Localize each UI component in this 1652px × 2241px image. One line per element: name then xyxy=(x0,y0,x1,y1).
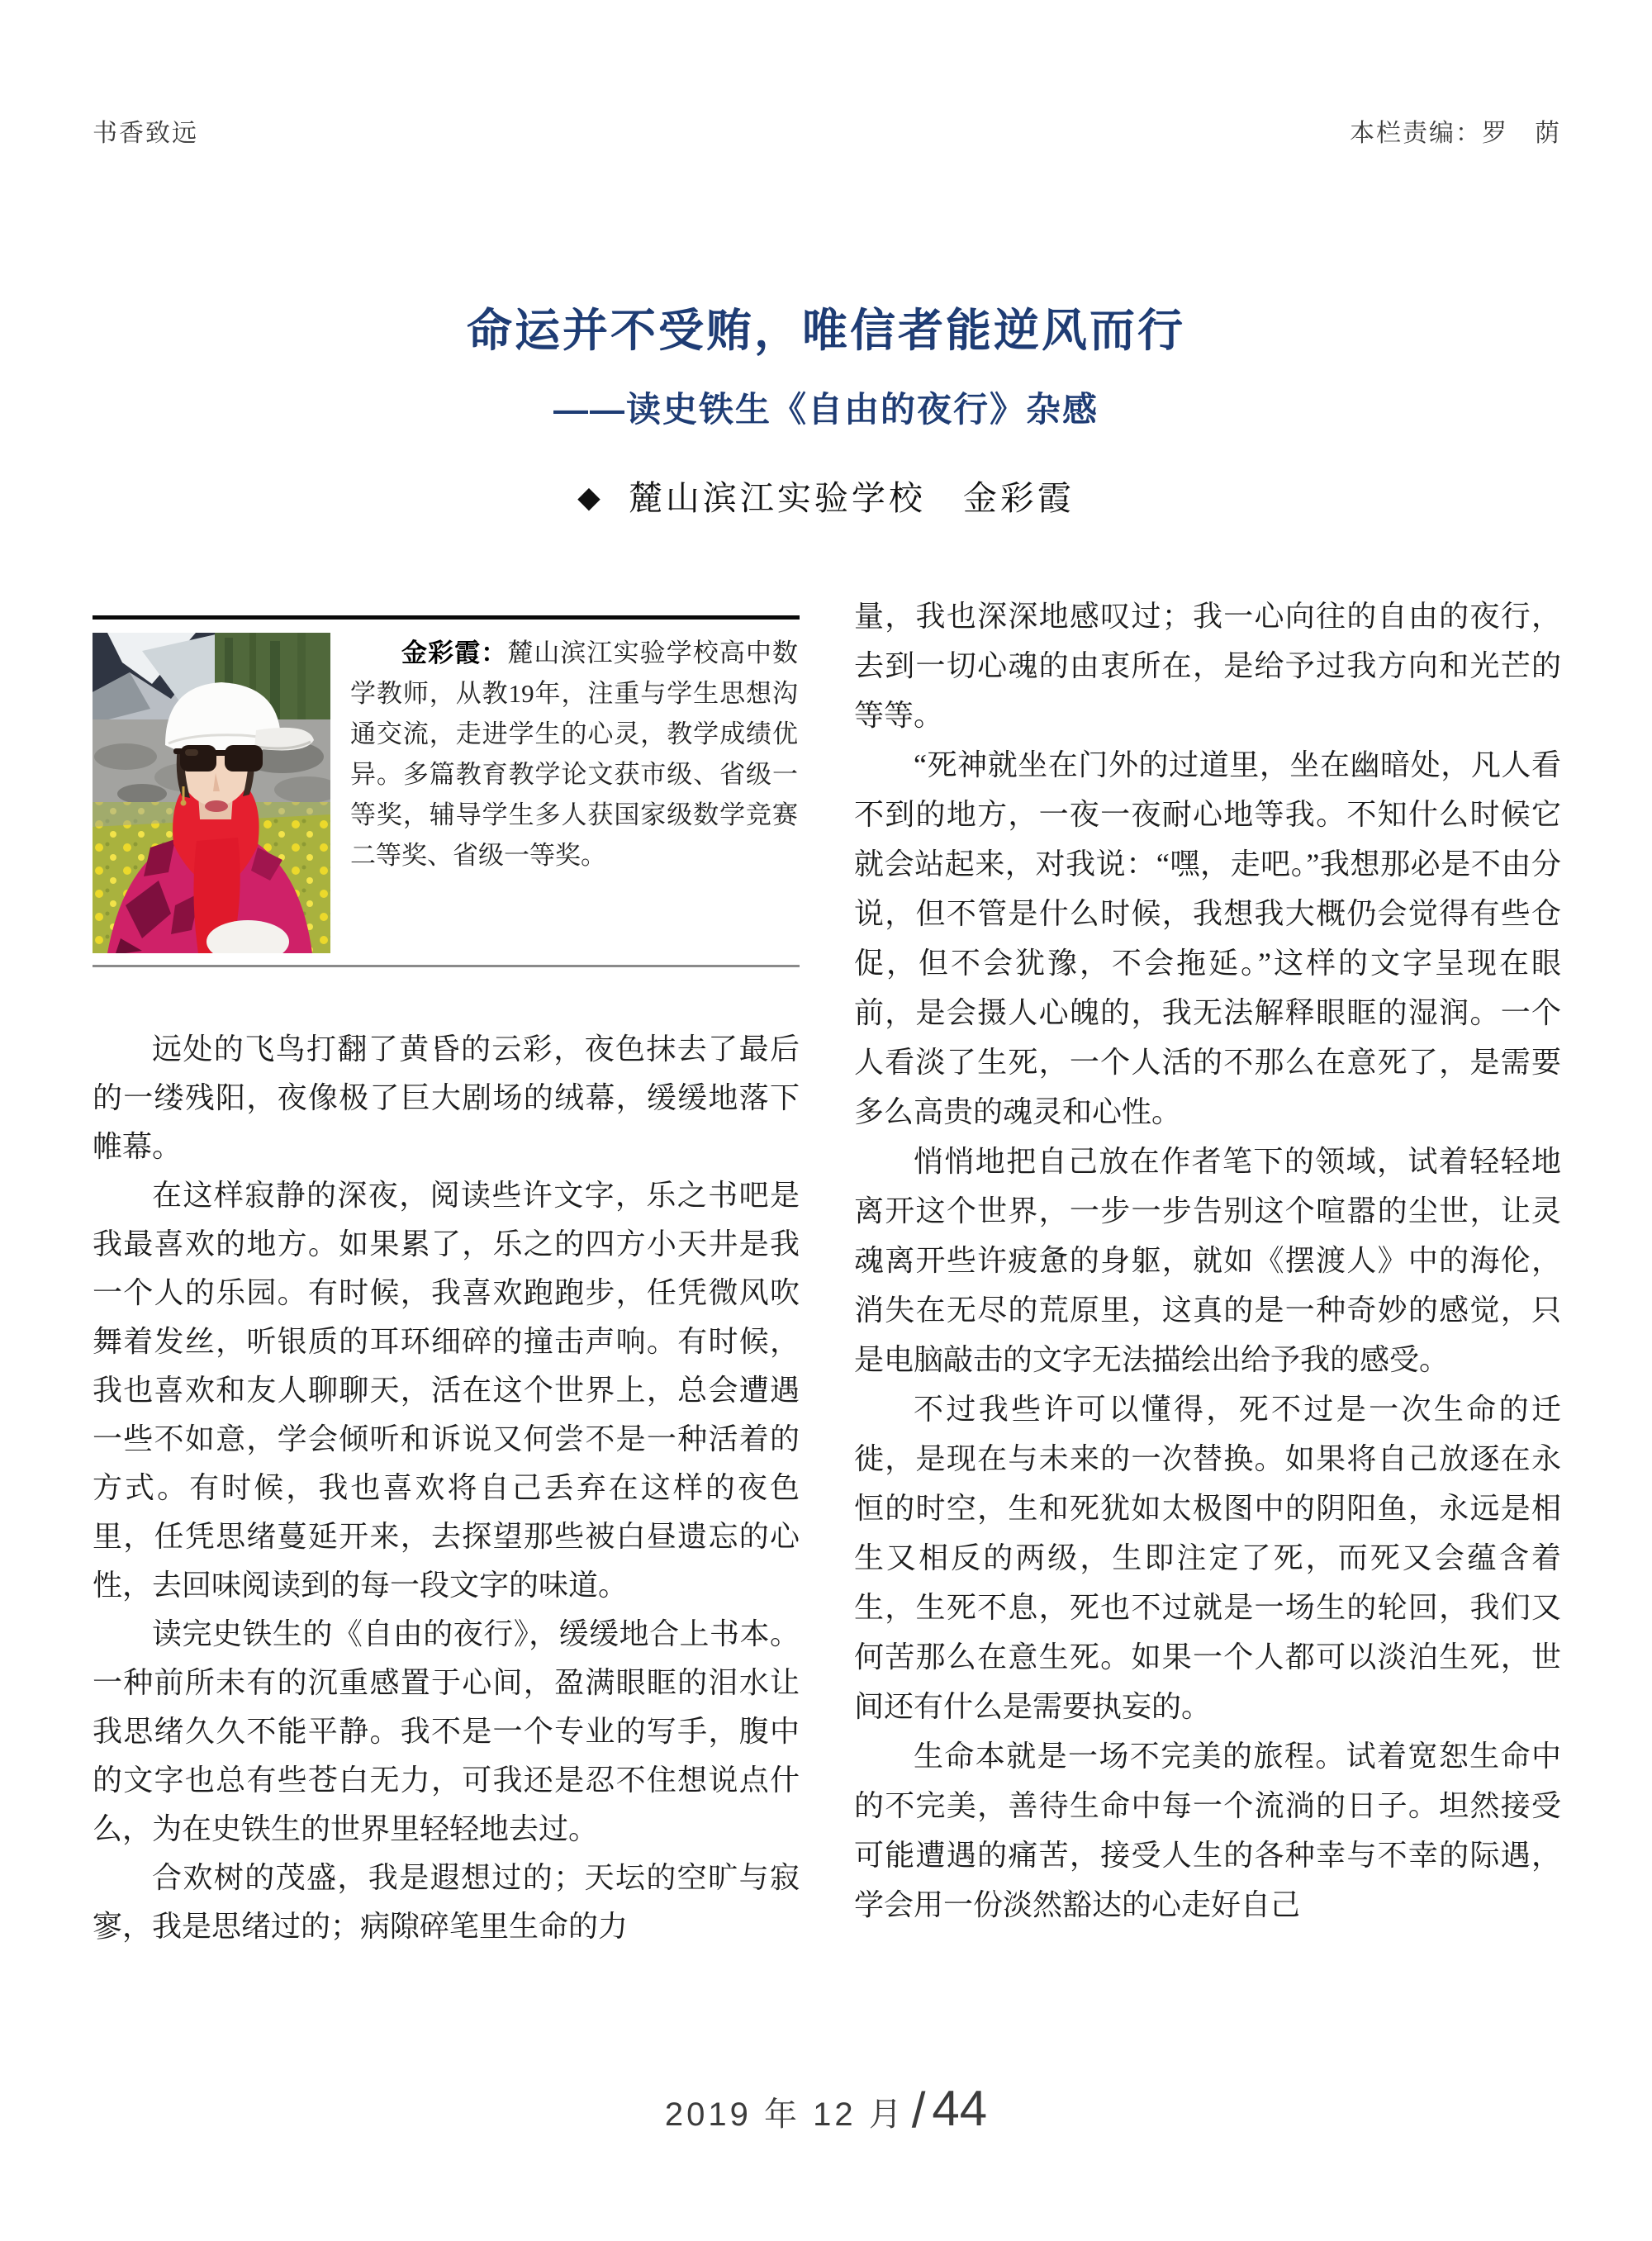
author-affiliation-name: 麓山滨江实验学校 金彩霞 xyxy=(628,479,1075,517)
article-title: 命运并不受贿，唯信者能逆风而行 xyxy=(466,305,1185,356)
paragraph-right-5: 生命本就是一场不完美的旅程。试着宽恕生命中的不完美，善待生命中每一个流淌的日子。坦然接受可能遭遇的痛苦，接受人生的各种幸与不幸的际遇，学会用一份淡然豁达的心走好自己 xyxy=(854,1740,1561,1921)
author-name: 金彩霞： xyxy=(401,639,508,667)
paragraph-right-4: 不过我些许可以懂得，死不过是一次生命的迁徙，是现在与未来的一次替换。如果将自己放逐在永恒的时空，生和死犹如太极图中的阴阳鱼，永远是相生又相反的两级，生即注定了死，而死又会蕴含着生，生死不息，死也不过就是一场生的轮回，我们又何苦那么在意生死。如果一个人都可以淡泊生死，世间还有什么是需要执妄的。 xyxy=(854,1393,1561,1723)
paragraph-right-3: 悄悄地把自己放在作者笔下的领域，试着轻轻地离开这个世界，一步一步告别这个喧嚣的尘世，让灵魂离开些许疲惫的身躯，就如《摆渡人》中的海伦，消失在无尽的荒原里，这真的是一种奇妙的感觉，只是电脑敲击的文字无法描绘出给予我的感受。 xyxy=(854,1145,1561,1376)
right-column xyxy=(854,591,1561,1930)
author-bio-text xyxy=(330,633,798,876)
author-photo xyxy=(93,633,330,953)
author-line xyxy=(0,471,1652,520)
page-header xyxy=(93,112,1561,149)
article-subtitle: ——读史铁生《自由的夜行》杂感 xyxy=(553,390,1099,429)
title-block xyxy=(0,294,1652,432)
page-footer xyxy=(0,2080,1652,2137)
paragraph-right-2: “死神就坐在门外的过道里，坐在幽暗处，凡人看不到的地方，一夜一夜耐心地等我。不知什么时候它就会站起来，对我说：“嘿，走吧。”我想那必是不由分说，但不管是什么时候，我想我大概仍会觉得有些仓促，但不会犹豫，不会拖延。”这样的文字呈现在眼前，是会摄人心魄的，我无法解释眼眶的湿润。一个人看淡了生死，一个人活的不那么在意死了，是需要多么高贵的魂灵和心性。 xyxy=(854,748,1561,1128)
author-bio-block xyxy=(93,615,800,967)
paragraph-left-3: 读完史铁生的《自由的夜行》，缓缓地合上书本。一种前所未有的沉重感置于心间，盈满眼眶的泪水让我思绪久久不能平静。我不是一个专业的写手，腹中的文字也总有些苍白无力，可我还是忍不住想说点什么，为在史铁生的世界里轻轻地去过。 xyxy=(93,1617,800,1845)
author-bio-body: 麓山滨江实验学校高中数学教师，从教19年，注重与学生思想沟通交流，走进学生的心灵，教学成绩优异。多篇教育教学论文获市级、省级一等奖，辅导学生多人获国家级数学竞赛二等奖、省级一等奖。 xyxy=(350,639,799,870)
paragraph-left-1: 远处的飞鸟打翻了黄昏的云彩，夜色抹去了最后的一缕残阳，夜像极了巨大剧场的绒幕，缓缓地落下帷幕。 xyxy=(93,1033,800,1163)
footer-slash: / xyxy=(911,2082,926,2138)
footer-date: 2019 年 12 月 xyxy=(664,2096,905,2133)
paragraph-right-1: 量，我也深深地感叹过；我一心向往的自由的夜行，去到一切心魂的由衷所在，是给予过我方向和光芒的等等。 xyxy=(854,600,1561,732)
diamond-icon: ◆ xyxy=(577,481,604,514)
editor-credit: 本栏责编：罗 荫 xyxy=(1350,120,1561,147)
left-column xyxy=(93,615,800,1951)
page-number: 44 xyxy=(932,2081,988,2136)
paragraph-left-4: 合欢树的茂盛，我是遐想过的；天坛的空旷与寂寥，我是思绪过的；病隙碎笔里生命的力 xyxy=(93,1861,800,1943)
paragraph-left-2: 在这样寂静的深夜，阅读些许文字，乐之书吧是我最喜欢的地方。如果累了，乐之的四方小天井是我一个人的乐园。有时候，我喜欢跑跑步，任凭微风吹舞着发丝，听银质的耳环细碎的撞击声响。有时候，我也喜欢和友人聊聊天，活在这个世界上，总会遭遇一些不如意，学会倾听和诉说又何尝不是一种活着的方式。有时候，我也喜欢将自己丢弃在这样的夜色里，任凭思绪蔓延开来，去探望那些被白昼遗忘的心性，去回味阅读到的每一段文字的味道。 xyxy=(93,1179,800,1602)
column-name: 书香致远 xyxy=(93,120,198,147)
